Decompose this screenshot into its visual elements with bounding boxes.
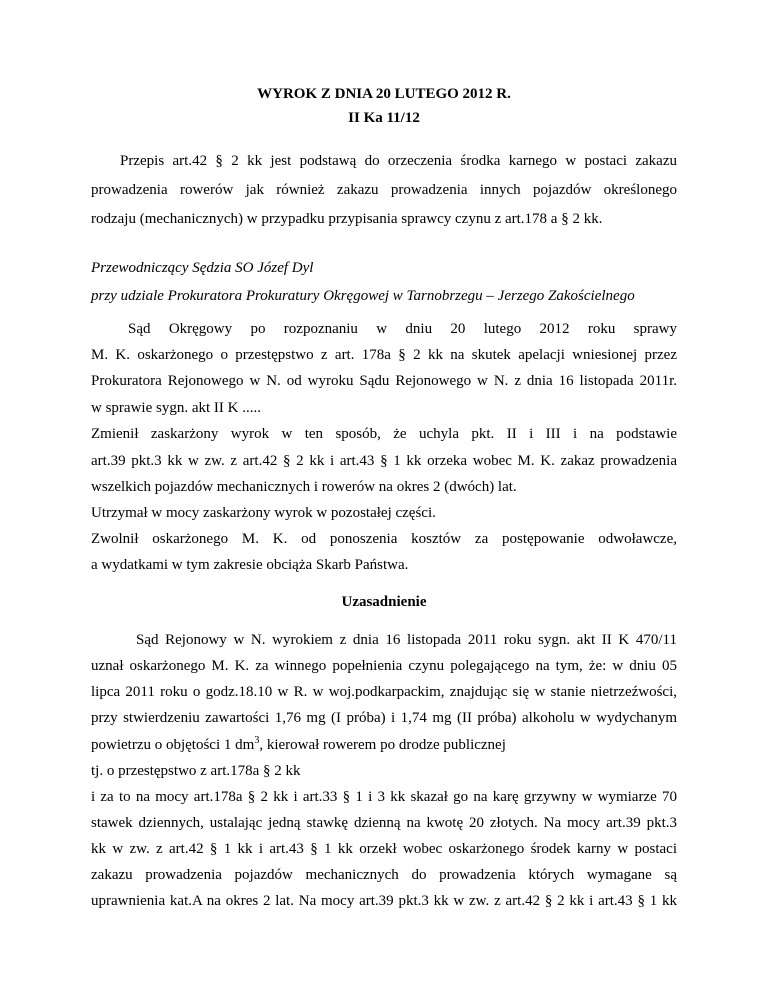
ruling-line: art.39 pkt.3 kk w zw. z art.42 § 2 kk i art.43 § 1 kk orzeka wobec M. K. zakaz prowadzenia — [91, 453, 677, 469]
prosecutor-line: przy udziale Prokuratora Prokuratury Okręgowej w Tarnobrzegu – Jerzego Zakościelnego — [91, 288, 635, 304]
justification-line: uznał oskarżonego M. K. za winnego popełnienia czynu polegającego na tym, że: w dniu 05 — [91, 658, 677, 674]
ruling-line: wszelkich pojazdów mechanicznych i rowerów na okres 2 (dwóch) lat. — [91, 479, 517, 495]
thesis-line: rodzaju (mechanicznych) w przypadku przypisania sprawcy czynu z art.178 a § 2 kk. — [91, 211, 603, 227]
ruling-line: Sąd Okręgowy po rozpoznaniu w dniu 20 lutego 2012 roku sprawy — [128, 321, 677, 337]
justification-volume-line — [91, 735, 677, 755]
thesis-line: prowadzenia rowerów jak również zakazu prowadzenia innych pojazdów określonego — [91, 182, 677, 198]
ruling-line: a wydatkami w tym zakresie obciąża Skarb Państwa. — [91, 557, 409, 573]
ruling-line: w sprawie sygn. akt II K ..... — [91, 400, 261, 416]
justification-line: zakazu prowadzenia pojazdów mechanicznych do prowadzenia których wymagane są — [91, 867, 677, 883]
ruling-line: Zmienił zaskarżony wyrok w ten sposób, że uchyla pkt. II i III i na podstawie — [91, 426, 677, 442]
volume-text-end: , kierował rowerem po drodze publicznej — [259, 737, 506, 753]
ruling-line: M. K. oskarżonego o przestępstwo z art. 178a § 2 kk na skutek apelacji wniesionej przez — [91, 347, 677, 363]
justification-heading: Uzasadnienie — [341, 594, 427, 610]
justification-line: przy stwierdzeniu zawartości 1,76 mg (I próba) i 1,74 mg (II próba) alkoholu w wydychanym — [91, 710, 677, 726]
justification-line: lipca 2011 roku o godz.18.10 w R. w woj.podkarpackim, znajdując się w stanie nietrzeźwości, — [91, 684, 677, 700]
justification-line: i za to na mocy art.178a § 2 kk i art.33 § 1 i 3 kk skazał go na karę grzywny w wymiarze 70 — [91, 789, 677, 805]
justification-line: tj. o przestępstwo z art.178a § 2 kk — [91, 763, 301, 779]
volume-text-start: powietrzu o objętości 1 dm — [91, 737, 255, 753]
presiding-judge: Przewodniczący Sędzia SO Józef Dyl — [91, 260, 314, 276]
justification-line: uprawnienia kat.A na okres 2 lat. Na mocy art.39 pkt.3 kk w zw. z art.42 § 2 kk i art.43 § 1 kk — [91, 893, 677, 909]
case-number: II Ka 11/12 — [348, 110, 420, 126]
justification-line: stawek dziennych, ustalając jedną stawkę dzienną na kwotę 20 złotych. Na mocy art.39 pkt.3 — [91, 815, 677, 831]
judgment-title: WYROK Z DNIA 20 LUTEGO 2012 R. — [257, 86, 511, 102]
ruling-line: Zwolnił oskarżonego M. K. od ponoszenia kosztów za postępowanie odwoławcze, — [91, 531, 677, 547]
thesis-line: Przepis art.42 § 2 kk jest podstawą do orzeczenia środka karnego w postaci zakazu — [120, 153, 677, 169]
ruling-line: Utrzymał w mocy zaskarżony wyrok w pozostałej części. — [91, 505, 436, 521]
justification-line: kk w zw. z art.42 § 1 kk i art.43 § 1 kk orzekł wobec oskarżonego środek karny w postaci — [91, 841, 677, 857]
justification-line: Sąd Rejonowy w N. wyrokiem z dnia 16 listopada 2011 roku sygn. akt II K 470/11 — [136, 632, 677, 648]
volume-exponent: 3 — [254, 735, 260, 746]
ruling-line: Prokuratora Rejonowego w N. od wyroku Sądu Rejonowego w N. z dnia 16 listopada 2011r. — [91, 373, 677, 389]
